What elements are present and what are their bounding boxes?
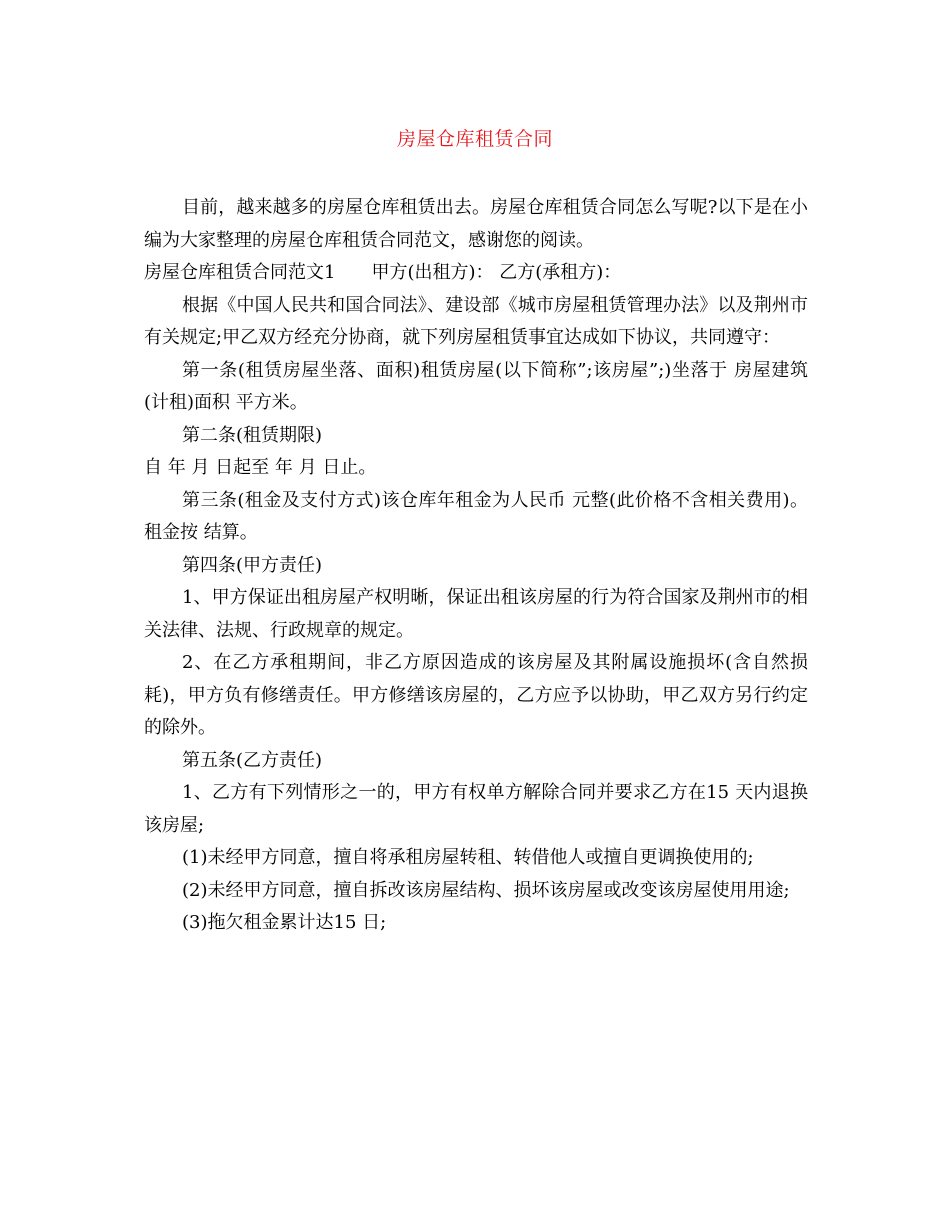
article-1-paragraph: 第一条(租赁房屋坐落、面积)租赁房屋(以下简称”;该房屋”;)坐落于 房屋建筑(计租)面积 平方米。 bbox=[144, 359, 808, 413]
intro-paragraph: 目前，越来越多的房屋仓库租赁出去。房屋仓库租赁合同怎么写呢?以下是在小编为大家整理的房屋仓库租赁合同范文，感谢您的阅读。 bbox=[144, 197, 808, 251]
article-5-subitem-3: (3)拖欠租金累计达15 日; bbox=[182, 912, 387, 933]
document-body bbox=[144, 192, 808, 940]
lease-term-paragraph: 自 年 月 日起至 年 月 日止。 bbox=[144, 457, 377, 478]
article-4-item-1: 1、甲方保证出租房屋产权明晰，保证出租该房屋的行为符合国家及荆州市的相关法律、法规、行政规章的规定。 bbox=[144, 587, 808, 641]
sample-heading: 房屋仓库租赁合同范文1 bbox=[144, 262, 336, 283]
article-5-item-1: 1、乙方有下列情形之一的，甲方有权单方解除合同并要求乙方在15 天内退换该房屋; bbox=[144, 782, 808, 836]
article-3-paragraph: 第三条(租金及支付方式)该仓库年租金为人民币 元整(此价格不含相关费用)。租金按 结算。 bbox=[144, 489, 808, 543]
preamble-paragraph: 根据《中国人民共和国合同法》、建设部《城市房屋租赁管理办法》以及荆州市有关规定;甲乙双方经充分协商，就下列房屋租赁事宜达成如下协议，共同遵守： bbox=[144, 294, 808, 348]
article-2-heading: 第二条(租赁期限) bbox=[182, 424, 323, 446]
article-5-subitem-1: (1)未经甲方同意，擅自将承租房屋转租、转借他人或擅自更调换使用的; bbox=[182, 847, 754, 868]
article-4-item-2: 2、在乙方承租期间，非乙方原因造成的该房屋及其附属设施损坏(含自然损耗)，甲方负有修缮责任。甲方修缮该房屋的，乙方应予以协助，甲乙双方另行约定的除外。 bbox=[144, 652, 808, 738]
article-5-subitem-2: (2)未经甲方同意，擅自拆改该房屋结构、损坏该房屋或改变该房屋使用用途; bbox=[182, 879, 790, 901]
document-title: 房屋仓库租赁合同 bbox=[396, 128, 553, 150]
parties-line: 甲方(出租方)： 乙方(承租方)： bbox=[371, 262, 622, 283]
article-4-heading: 第四条(甲方责任) bbox=[182, 554, 323, 576]
article-5-heading: 第五条(乙方责任) bbox=[182, 749, 323, 771]
sample-heading-line bbox=[144, 257, 808, 290]
